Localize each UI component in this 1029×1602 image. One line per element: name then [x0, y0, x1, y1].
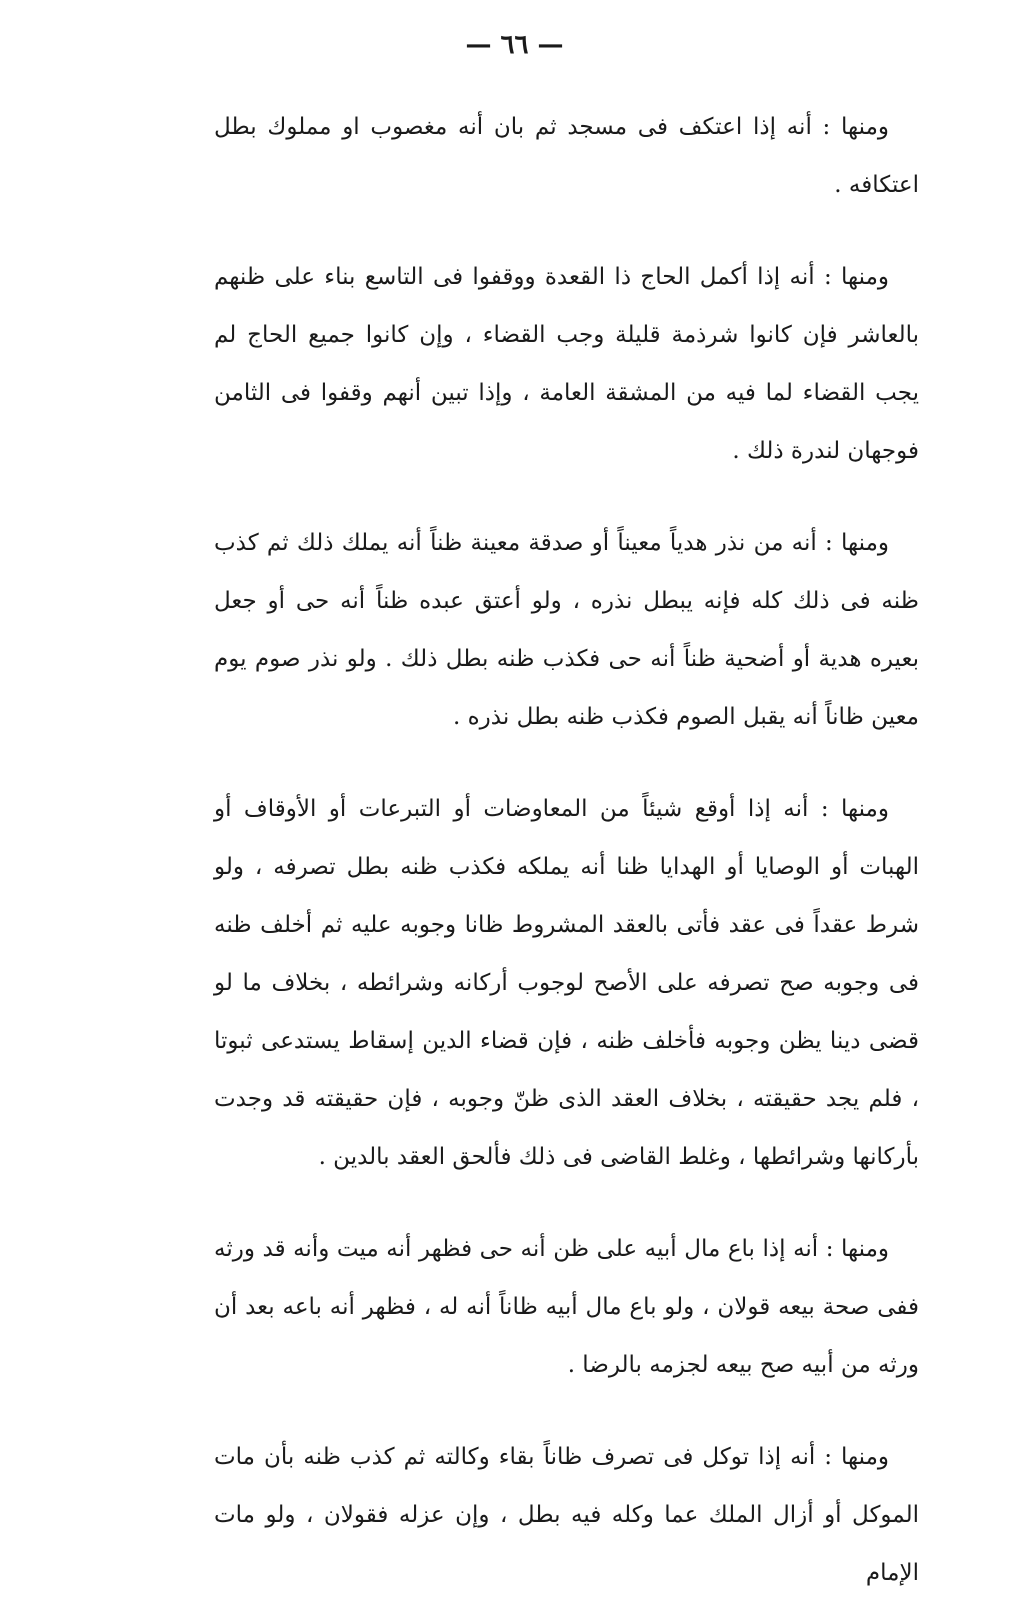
paragraph-2: ومنها : أنه إذا أكمل الحاج ذا القعدة ووقفوا فى التاسع بناء على ظنهم بالعاشر فإن كانوا شرذمة قليلة وجب القضاء ، وإن كانوا جميع الحاج لم يجب القضاء لما فيه من المشقة العامة ، وإذا تبين أنهم وقفوا فى الثامن فوجهان لندرة ذلك . — [214, 264, 919, 464]
paragraph-4: ومنها : أنه إذا أوقع شيئاً من المعاوضات أو التبرعات أو الأوقاف أو الهبات أو الوصايا أو الهدايا ظنا أنه يملكه فكذب ظنه بطل تصرفه ، ولو شرط عقداً فى عقد فأتى بالعقد المشروط ظانا وجوبه عليه ثم أخلف ظنه فى وجوبه صح تصرفه على الأصح لوجوب أركانه وشرائطه ، بخلاف ما لو قضى دينا يظن وجوبه فأخلف ظنه ، فإن قضاء الدين إسقاط يستدعى ثبوتا ، فلم يجد حقيقته ، بخلاف العقد الذى ظنّ وجوبه ، فإن حقيقته قد وجدت بأركانها وشرائطها ، وغلط القاضى فى ذلك فألحق العقد بالدين . — [214, 796, 919, 1170]
paragraph-3: ومنها : أنه من نذر هدياً معيناً أو صدقة معينة ظناً أنه يملك ذلك ثم كذب ظنه فى ذلك كله فإنه يبطل نذره ، ولو أعتق عبده ظناً أنه حى أو جعل بعيره هدية أو أضحية ظناً أنه حى فكذب ظنه بطل ذلك . ولو نذر صوم يوم معين ظاناً أنه يقبل الصوم فكذب ظنه بطل نذره . — [214, 530, 919, 730]
paragraph-1: ومنها : أنه إذا اعتكف فى مسجد ثم بان أنه مغصوب او مملوك بطل اعتكافه . — [214, 114, 919, 198]
paragraph-6: ومنها : أنه إذا توكل فى تصرف ظاناً بقاء وكالته ثم كذب ظنه بأن مات الموكل أو أزال الملك عما وكله فيه بطل ، وإن عزله فقولان ، ولو مات الإمام — [214, 1444, 919, 1586]
paragraph-5: ومنها : أنه إذا باع مال أبيه على ظن أنه حى فظهر أنه ميت وأنه قد ورثه ففى صحة بيعه قولان ، ولو باع مال أبيه ظاناً أنه له ، فظهر أنه باعه بعد أن ورثه من أبيه صح بيعه لجزمه بالرضا . — [214, 1236, 919, 1378]
page-number: — ٦٦ — — [465, 30, 564, 60]
body-text — [214, 98, 919, 1602]
